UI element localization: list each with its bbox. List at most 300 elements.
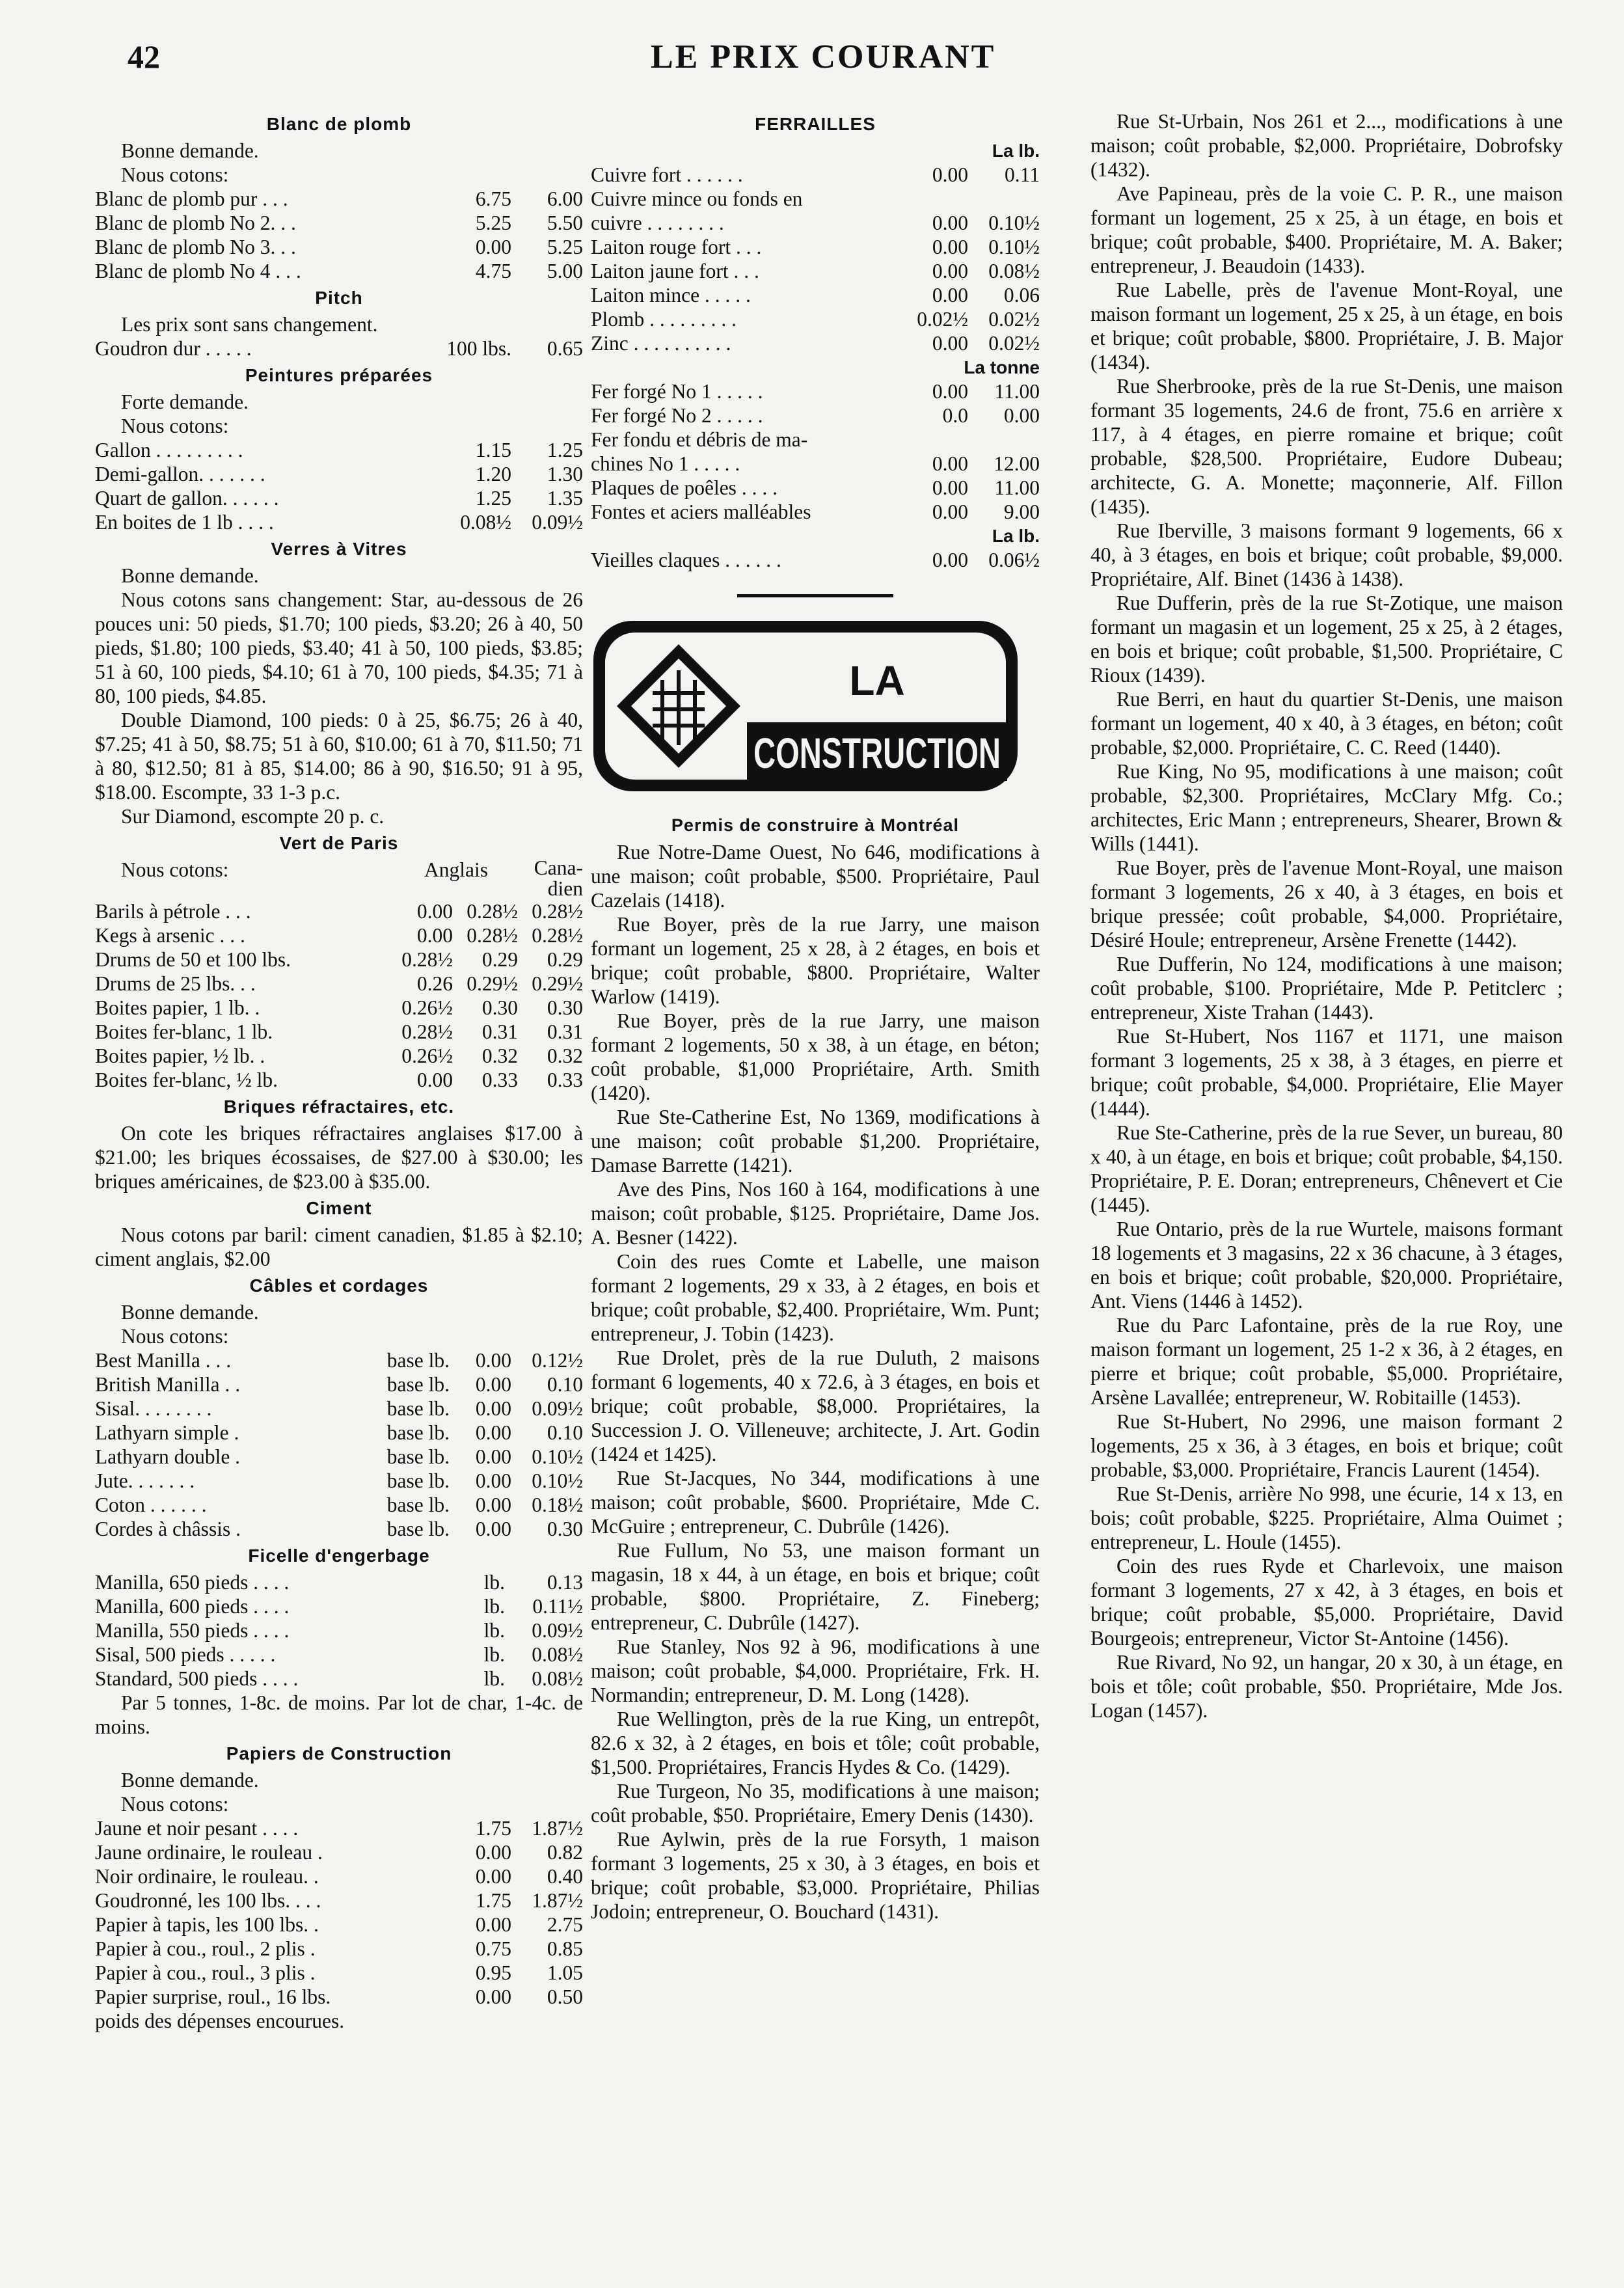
item-value: base lb. [386,1373,450,1396]
price-row [95,211,583,235]
price-row [95,1517,583,1541]
item-value: 0.26½ [401,1044,453,1067]
market-note: Nous cotons: [121,415,229,437]
page-number: 42 [128,38,160,75]
item-value: 1.25 [475,487,511,510]
market-note: Bonne demande. [121,1301,259,1324]
item-label: Boites papier, ½ lb. . [95,1044,265,1067]
price-row [591,187,1040,211]
paragraph: Par 5 tonnes, 1-8c. de moins. Par lot de char, 1-4c. de moins. [95,1691,583,1738]
price-column-left [95,109,583,2033]
item-value [897,187,968,211]
price-row [95,1840,583,1864]
item-value: 0.00 [475,1865,511,1888]
item-label: Blanc de plomb pur . . . [95,187,288,210]
item-value: 0.0 [942,404,968,427]
item-value: 0.00 [932,476,968,499]
item-label: Blanc de plomb No 4 . . . [95,260,301,282]
journal-title: LE PRIX COURANT [651,38,996,75]
price-row [95,259,583,283]
footer-line: poids des dépenses encourues. [95,2009,345,2032]
market-note: Nous cotons: [121,858,229,881]
item-value: 0.00 [475,1913,511,1936]
item-value: 0.10½ [532,1469,583,1492]
price-row [95,1396,583,1421]
price-row [591,452,1040,476]
item-value: base lb. [386,1493,450,1516]
price-list [95,1816,583,2009]
logo-text-top: LA [849,657,905,704]
item-label: Jaune et noir pesant . . . . [95,1817,299,1840]
permit-entry: Rue St-Denis, arrière No 998, une écurie, 14 x 13, en bois; coût probable, $225. Propriétaire, Alma Ouimet ; entrepreneur, L. Houle (1455). [1090,1482,1563,1553]
permit-entry: Rue St-Hubert, Nos 1167 et 1171, une maison formant 3 logements, 25 x 38, à 3 étages, en pierre et brique; coût probable, $4,000. Propriétaire, Elie Mayer (1444). [1090,1025,1563,1120]
price-row [95,1068,583,1092]
price-row [591,500,1040,524]
market-note: Forte demande. [121,390,249,413]
item-value: 1.75 [475,1817,511,1840]
item-value: 5.00 [547,260,583,282]
column-header: Anglais [424,858,488,881]
permit-list [591,840,1040,1924]
item-value: 11.00 [994,380,1040,403]
permit-entry: Rue Boyer, près de l'avenue Mont-Royal, une maison formant 3 logements, 26 x 40, à 3 étages, en bois et brique pressée; coût probable, $4,000. Propriétaire, Désiré Houle; entrepreneur, Arsène Frenette (1442). [1090,856,1563,951]
item-value: 0.28½ [401,948,453,971]
item-value: 0.00 [932,500,968,523]
table-header [95,858,583,899]
section-title: Ciment [306,1198,372,1218]
building-icon [653,670,705,745]
item-label: Goudron dur . . . . . [95,337,252,360]
item-value: 0.08½ [532,1643,583,1666]
price-row [591,307,1040,331]
permit-entry: Rue Boyer, près de la rue Jarry, une maison formant 2 logements, 50 x 38, à un étage, en béton; coût probable, $1,000 Propriétaire, Arth. Smith (1420). [591,1009,1040,1104]
item-value: 0.18½ [532,1493,583,1516]
permit-entry: Rue Wellington, près de la rue King, un entrepôt, 82.6 x 32, à 2 étages, en bois et tôle; coût probable, $1,500. Propriétaires, Francis Hydes & Co. (1429). [591,1708,1040,1778]
item-value: 0.09½ [532,1397,583,1420]
item-value: 1.15 [475,439,511,461]
item-label: Blanc de plomb No 3. . . [95,236,296,258]
item-value: 0.13 [547,1571,583,1594]
item-label: Coton . . . . . . [95,1493,207,1516]
item-value: 0.00 [475,1421,511,1444]
permit-entry: Rue St-Hubert, No 2996, une maison formant 2 logements, 25 x 36, à 3 étages, en bois et brique; coût probable, $3,000. Propriétaire, Francis Laurent (1454). [1090,1410,1563,1481]
item-value: 12.00 [994,452,1040,475]
paragraph: On cote les briques réfractaires anglaises $17.00 à $21.00; les briques écossaises, de $27.00 à $30.00; les briques américaines, de $23.00 à $35.00. [95,1122,583,1193]
item-value: 0.09½ [532,1619,583,1642]
permit-entry: Ave des Pins, Nos 160 à 164, modifications à une maison; coût probable, $125. Propriétaire, Dame Jos. A. Besner (1422). [591,1178,1040,1249]
item-value: 0.00 [475,1493,511,1516]
section-title: Permis de construire à Montréal [671,815,960,835]
permit-entry: Rue St-Jacques, No 344, modifications à une maison; coût probable, $600. Propriétaire, Mde C. McGuire ; entrepreneur, C. Dubrûle (1426). [591,1467,1040,1538]
item-label: Manilla, 600 pieds . . . . [95,1595,290,1618]
item-label: Quart de gallon. . . . . . [95,487,279,510]
item-value: 0.00 [1003,404,1040,427]
item-value: 0.28½ [467,900,518,923]
item-value: 0.00 [475,1841,511,1864]
item-value: 0.02½ [988,332,1040,355]
price-column-middle [591,109,1040,1924]
price-row [95,1493,583,1517]
unit-label: La lb. [992,526,1040,546]
item-value: 5.25 [547,236,583,258]
item-value: 0.00 [932,332,968,355]
item-value: 0.26 [416,972,453,995]
item-value: 0.00 [932,284,968,306]
permit-entry: Rue King, No 95, modifications à une maison; coût probable, $2,300. Propriétaires, McClary Mfg. Co.; architectes, Eric Mann ; entrepreneurs, Shearer, Brown & Wills (1441). [1090,760,1563,855]
market-note: Les prix sont sans changement. [121,313,378,336]
price-row [95,235,583,259]
item-value: 5.25 [475,211,511,234]
section-title: Pitch [315,288,363,308]
item-value: 0.00 [416,900,453,923]
price-list [95,336,583,361]
price-row [95,1642,583,1667]
permit-column-right [1090,109,1563,1723]
price-row [591,235,1040,259]
item-label: Kegs à arsenic . . . [95,924,245,947]
price-row [591,428,1040,452]
item-value: 0.11½ [532,1595,583,1618]
permit-entry: Rue du Parc Lafontaine, près de la rue Roy, une maison formant un logement, 25 1-2 x 36, à 2 étages, en pierre et brique; coût probable, $5,000. Propriétaire, Arsène Lavallée; entrepreneur, W. Robitaille (1453). [1090,1314,1563,1409]
item-value: 1.87½ [532,1817,583,1840]
unit-label: La tonne [964,357,1040,377]
price-row [95,899,583,923]
page-header [0,38,1624,83]
item-label: Vieilles claques . . . . . . [591,549,781,571]
market-note: Bonne demande. [121,139,259,162]
item-value: 0.29 [481,948,518,971]
item-value [968,428,1040,452]
item-label: Papier à cou., roul., 2 plis . [95,1937,316,1960]
item-label: Boites fer-blanc, ½ lb. [95,1069,278,1091]
item-label: cuivre . . . . . . . . [591,211,724,234]
item-value: 0.06 [1003,284,1040,306]
item-label: Papier à cou., roul., 3 plis . [95,1961,316,1984]
item-value: 0.30 [547,1518,583,1540]
price-row [591,379,1040,403]
price-row [95,1348,583,1372]
item-label: Gallon . . . . . . . . . [95,439,243,461]
item-value: 0.00 [932,211,968,234]
price-list [95,1570,583,1691]
item-label: Sisal, 500 pieds . . . . . [95,1643,276,1666]
section-title: Blanc de plomb [266,114,412,134]
price-row [95,1421,583,1445]
permit-entry: Rue Fullum, No 53, une maison formant un magasin, 18 x 44, à un étage, en bois et brique; coût probable, $800. Propriétaire, Z. Fineberg; entrepreneur, C. Dubrûle (1427). [591,1539,1040,1634]
item-label: Laiton mince . . . . . [591,284,751,306]
item-label: Papier surprise, roul., 16 lbs. [95,1985,331,2008]
item-value: 0.29 [547,948,583,971]
item-value: 0.28½ [467,924,518,947]
price-row [95,1372,583,1396]
item-value: base lb. [386,1518,450,1540]
permit-entry: Rue Notre-Dame Ouest, No 646, modifications à une maison; coût probable, $500. Propriétaire, Paul Cazelais (1418). [591,841,1040,912]
item-value: 0.82 [547,1841,583,1864]
price-row [95,1618,583,1642]
item-value: 0.28½ [532,900,583,923]
item-label: Barils à pétrole . . . [95,900,251,923]
item-label: Sisal. . . . . . . . [95,1397,212,1420]
price-list [591,548,1040,572]
price-row [95,187,583,211]
item-value: base lb. [386,1445,450,1468]
item-label: Drums de 50 et 100 lbs. [95,948,291,971]
price-row [95,336,583,361]
item-value: 1.35 [547,487,583,510]
item-value: 0.28½ [532,924,583,947]
item-value: 1.05 [547,1961,583,1984]
market-note: Nous cotons: [121,163,229,186]
item-value: 0.40 [547,1865,583,1888]
item-value [968,187,1040,211]
item-label: Laiton rouge fort . . . [591,236,762,258]
item-label: Manilla, 550 pieds . . . . [95,1619,290,1642]
permit-entry: Ave Papineau, près de la voie C. P. R., une maison formant un logement, 25 x 25, à un étage, en bois et brique; coût probable, $400. Propriétaire, M. A. Baker; entrepreneur, J. Beaudoin (1433). [1090,182,1563,277]
item-value: 1.75 [475,1889,511,1912]
item-value: 0.00 [932,260,968,282]
item-label: Fer fondu et débris de ma- [591,428,808,451]
permit-entry: Rue Dufferin, No 124, modifications à une maison; coût probable, $100. Propriétaire, Mde P. Petitclerc ; entrepreneur, Xiste Trahan (1443). [1090,953,1563,1024]
item-value: 0.10½ [532,1445,583,1468]
price-list [95,438,583,534]
section-title: Peintures préparées [245,365,433,385]
price-row [95,1570,583,1594]
item-value: 11.00 [994,476,1040,499]
section-title: Papiers de Construction [226,1743,452,1764]
price-row [95,1020,583,1044]
item-value: 0.00 [932,549,968,571]
item-value: 0.95 [475,1961,511,1984]
permit-entry: Rue Labelle, près de l'avenue Mont-Royal, une maison formant un logement, 25 x 25, à un étage, en bois et brique; coût probable, $800. Propriétaire, J. B. Major (1434). [1090,279,1563,374]
permit-entry: Rue Sherbrooke, près de la rue St-Denis, une maison formant 35 logements, 24.6 de front, 75.6 en arrière x 117, à 4 étages, en pierre romaine et brique; coût probable, $28,500. Propriétaire, Eudore Dubeau; architecte, G. A. Monette; maçonnerie, Alf. Fillon (1435). [1090,375,1563,518]
item-value: lb. [483,1595,505,1618]
item-label: Boites papier, 1 lb. . [95,996,260,1019]
item-value: 0.30 [481,996,518,1019]
item-value: 6.75 [475,187,511,210]
item-value: 9.00 [1003,500,1040,523]
market-note: Nous cotons: [121,1325,229,1348]
item-label: Papier à tapis, les 100 lbs. . [95,1913,319,1936]
item-value: base lb. [386,1349,450,1372]
permit-entry: Rue St-Urbain, Nos 261 et 2..., modifications à une maison; coût probable, $2,000. Propriétaire, Dobrofsky (1432). [1090,110,1563,181]
permit-entry: Rue Ste-Catherine Est, No 1369, modifications à une maison; coût probable $1,200. Propriétaire, Damase Barrette (1421). [591,1106,1040,1177]
item-label: Fontes et aciers malléables [591,500,811,523]
item-value: 0.00 [416,1069,453,1091]
item-label: Fer forgé No 1 . . . . . [591,380,763,403]
price-row [95,1044,583,1068]
paragraph: Sur Diamond, escompte 20 p. c. [121,805,385,828]
item-value: 0.00 [475,1469,511,1492]
price-row [95,510,583,534]
price-row [95,923,583,947]
permit-entry: Rue Stanley, Nos 92 à 96, modifications à une maison; coût probable, $4,000. Propriétaire, Frk. H. Normandin; entrepreneur, D. M. Long (1428). [591,1635,1040,1706]
price-row [95,1667,583,1691]
paragraph: Nous cotons sans changement: Star, au-dessous de 26 pouces uni: 50 pieds, $1.70; 100 pieds, $3.20; 26 à 40, 50 pieds, $1.80; 100 pieds, $3.40; 41 à 50, 100 pieds, $3.85; 51 à 60, 100 pieds, $4.10; 61 à 70, 100 pieds, $4.35; 71 à 80, 100 pieds, $4.85. [95,588,583,707]
section-title: Vert de Paris [279,833,399,853]
item-value: lb. [483,1643,505,1666]
price-row [95,438,583,462]
price-row [95,486,583,510]
price-list [95,187,583,283]
price-row [591,331,1040,355]
item-value: 0.85 [547,1937,583,1960]
item-value: 0.00 [416,924,453,947]
price-row [591,211,1040,235]
price-row [95,1985,583,2009]
item-value: 100 lbs. [446,337,511,360]
item-value: 0.02½ [917,308,968,331]
price-row [95,1816,583,1840]
column-header: Cana-dien [534,856,583,900]
price-row [95,1594,583,1618]
unit-label: La lb. [992,141,1040,161]
item-value: 1.30 [547,463,583,485]
item-value: 0.29½ [532,972,583,995]
item-label: Cuivre fort . . . . . . [591,163,743,186]
paragraph: Nous cotons par baril: ciment canadien, $1.85 à $2.10; ciment anglais, $2.00 [95,1223,583,1270]
price-row [591,403,1040,428]
item-value: 0.10½ [988,236,1040,258]
price-list [95,1348,583,1541]
price-row [95,462,583,486]
la-construction-logo [591,618,1020,794]
item-label: Noir ordinaire, le rouleau. . [95,1865,319,1888]
item-value: 0.08½ [460,511,511,534]
permit-entry: Rue Iberville, 3 maisons formant 9 logements, 66 x 40, à 3 étages, en bois et brique; coût probable, $9,000. Propriétaire, Alf. Binet (1436 à 1438). [1090,519,1563,590]
item-label: Cuivre mince ou fonds en [591,187,803,210]
item-label: Boites fer-blanc, 1 lb. [95,1020,273,1043]
section-title: FERRAILLES [755,114,876,134]
item-value: base lb. [386,1469,450,1492]
item-value: 0.08½ [988,260,1040,282]
item-label: En boites de 1 lb . . . . [95,511,274,534]
price-row [95,1913,583,1937]
section-title: Verres à Vitres [271,539,407,559]
item-label: Fer forgé No 2 . . . . . [591,404,763,427]
item-label: Zinc . . . . . . . . . . [591,332,731,355]
item-value: base lb. [386,1421,450,1444]
market-note: Bonne demande. [121,1769,259,1791]
section-title: Câbles et cordages [249,1275,429,1296]
item-value: 0.10 [547,1421,583,1444]
item-label: Jute. . . . . . . [95,1469,195,1492]
item-value: 0.12½ [532,1349,583,1372]
item-value: 0.00 [475,1445,511,1468]
price-row [591,548,1040,572]
section-title: Briques réfractaires, etc. [223,1096,455,1117]
item-value: 0.00 [475,236,511,258]
market-note: Bonne demande. [121,564,259,587]
item-value: 0.00 [475,1349,511,1372]
logo-text-bottom: CONSTRUCTION [753,729,1001,777]
permit-entry: Coin des rues Comte et Labelle, une maison formant 2 logements, 29 x 33, à 2 étages, en bois et brique; coût probable, $2,400. Propriétaire, Wm. Punt; entrepreneur, J. Tobin (1423). [591,1250,1040,1345]
item-label: Blanc de plomb No 2. . . [95,211,296,234]
item-value: lb. [483,1571,505,1594]
item-value: 1.20 [475,463,511,485]
price-row [95,996,583,1020]
item-value: 0.10 [547,1373,583,1396]
permit-entry: Rue Berri, en haut du quartier St-Denis, une maison formant un logement, 40 x 40, à 3 étages, en béton; coût probable, $2,000. Propriétaire, C. C. Reed (1440). [1090,688,1563,759]
price-list [591,379,1040,524]
item-value: 2.75 [547,1913,583,1936]
item-value: 0.10½ [988,211,1040,234]
item-value: 1.25 [547,439,583,461]
item-label: Plomb . . . . . . . . . [591,308,737,331]
item-value: 4.75 [475,260,511,282]
item-value: 0.32 [481,1044,518,1067]
item-value: 0.30 [547,996,583,1019]
item-label: Best Manilla . . . [95,1349,232,1372]
item-value: 0.31 [481,1020,518,1043]
item-value: 5.50 [547,211,583,234]
price-row [95,1937,583,1961]
item-value: 0.50 [547,1985,583,2008]
item-value: 0.75 [475,1937,511,1960]
item-label: Goudronné, les 100 lbs. . . . [95,1889,321,1912]
item-value: 0.00 [932,452,968,475]
permit-entry: Rue Boyer, près de la rue Jarry, une maison formant un logement, 25 x 28, à 2 étages, en bois et brique; coût probable, $800. Propriétaire, Walter Warlow (1419). [591,913,1040,1008]
item-label: Manilla, 650 pieds . . . . [95,1571,290,1594]
price-row [95,1864,583,1888]
permit-entry: Rue Aylwin, près de la rue Forsyth, 1 maison formant 3 logements, 25 x 30, à 3 étages, en bois et brique; coût probable, $3,000. Propriétaire, Philias Jodoin; entrepreneur, O. Bouchard (1431). [591,1828,1040,1923]
permit-entry: Rue Turgeon, No 35, modifications à une maison; coût probable, $50. Propriétaire, Emery Denis (1430). [591,1780,1040,1827]
item-value: 0.65 [547,337,583,360]
divider [737,594,893,597]
permit-entry: Rue Rivard, No 92, un hangar, 20 x 30, à un étage, en bois et tôle; coût probable, $50. Propriétaire, Mde Jos. Logan (1457). [1090,1651,1563,1722]
item-label: British Manilla . . [95,1373,241,1396]
item-value: 0.29½ [467,972,518,995]
item-value: 0.06½ [988,549,1040,571]
item-value: 0.09½ [532,511,583,534]
market-note: Nous cotons: [121,1793,229,1816]
item-label: Lathyarn double . [95,1445,241,1468]
item-value: 0.00 [475,1397,511,1420]
item-value: 0.11 [1005,163,1040,186]
price-row [591,283,1040,307]
section-title: Ficelle d'engerbage [248,1546,430,1566]
price-row [95,947,583,972]
price-list [591,163,1040,355]
item-value: 0.32 [547,1044,583,1067]
item-value: 0.33 [547,1069,583,1091]
permit-entry: Coin des rues Ryde et Charlevoix, une maison formant 3 logements, 27 x 42, à 3 étages, en bois et brique; coût probable, $5,000. Propriétaire, David Bourgeois; entrepreneur, Victor St-Antoine (1456). [1090,1555,1563,1650]
price-row [95,1469,583,1493]
item-value: 0.02½ [988,308,1040,331]
price-row [591,259,1040,283]
item-label: Cordes à châssis . [95,1518,241,1540]
item-label: Jaune ordinaire, le rouleau . [95,1841,323,1864]
item-label: Lathyarn simple . [95,1421,239,1444]
item-value: 0.00 [932,236,968,258]
permit-entry: Rue Ontario, près de la rue Wurtele, maisons formant 18 logements et 3 magasins, 22 x 36 chacune, à 3 étages, en bois et brique; coût probable, $20,000. Propriétaire, Ant. Viens (1446 à 1452). [1090,1218,1563,1313]
price-row [95,1888,583,1913]
item-value: 0.26½ [401,996,453,1019]
permit-entry: Rue Dufferin, près de la rue St-Zotique, une maison formant un magasin et un logement, 25 x 25, à 2 étages, en bois et brique; coût probable, $1,500. Propriétaire, C Rioux (1439). [1090,592,1563,687]
item-value: base lb. [386,1397,450,1420]
price-row [95,1961,583,1985]
item-label: Standard, 500 pieds . . . . [95,1667,299,1690]
item-value: 0.00 [475,1518,511,1540]
item-value: 0.00 [932,380,968,403]
item-value: lb. [483,1667,505,1690]
item-value: 0.28½ [401,1020,453,1043]
item-value: 0.00 [475,1985,511,2008]
item-value: 0.00 [932,163,968,186]
item-label: Drums de 25 lbs. . . [95,972,256,995]
price-row [591,476,1040,500]
permit-list [1090,109,1563,1723]
item-value [897,428,968,452]
